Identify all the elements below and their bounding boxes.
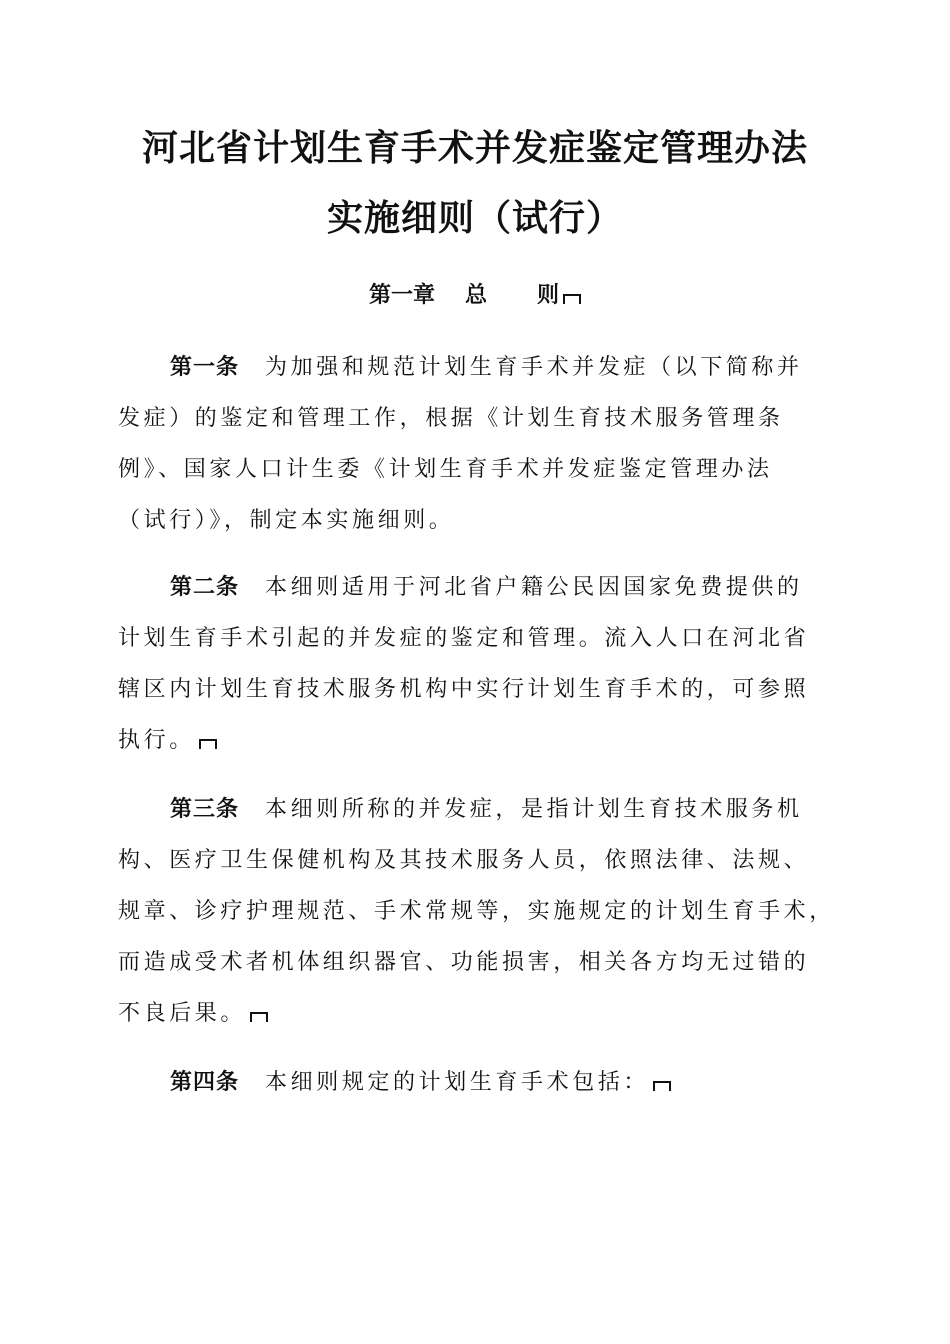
article-line [118,342,823,393]
paragraph-mark-icon [563,294,581,304]
paragraph-mark-icon [250,1012,268,1022]
article-text: 本细则规定的计划生育手术包括： [265,1070,650,1095]
article-label: 第四条 [170,1070,240,1095]
article-label: 第一条 [170,355,240,380]
article-text: 执行。 [118,728,195,753]
article-line: 例》、国家人口计生委《计划生育手术并发症鉴定管理办法 [118,457,773,482]
article-line [118,715,823,766]
chapter-title-char-2: 则 [537,283,560,308]
article-4 [118,1057,823,1108]
article-line: 辖区内计划生育技术服务机构中实行计划生育手术的，可参照 [118,677,810,702]
article-line [118,784,823,835]
document-title-line-1: 河北省计划生育手术并发症鉴定管理办法 [141,127,808,169]
chapter-heading [0,280,950,312]
article-line [118,562,823,613]
article-line: （试行）》，制定本实施细则。 [118,508,455,533]
article-text: 为加强和规范计划生育手术并发症（以下简称并 [265,355,803,380]
paragraph-mark-icon [199,739,217,749]
article-label: 第三条 [170,797,240,822]
article-line [118,1057,823,1108]
chapter-number: 第一章 [368,283,435,308]
article-label: 第二条 [170,575,240,600]
paragraph-mark-icon [653,1081,671,1091]
article-line: 构、医疗卫生保健机构及其技术服务人员，依照法律、法规、 [118,848,810,873]
article-3 [118,784,835,1039]
article-2 [118,562,823,766]
document-title-line-2: 实施细则（试行） [326,197,623,239]
chapter-title-char-1: 总 [464,283,487,308]
article-line: 而造成受术者机体组织器官、功能损害，相关各方均无过错的 [118,950,810,975]
article-line [118,988,823,1039]
article-line: 计划生育手术引起的并发症的鉴定和管理。流入人口在河北省 [118,626,810,651]
article-line: 规章、诊疗护理规范、手术常规等，实施规定的计划生育手术， [118,899,835,924]
article-text: 本细则所称的并发症，是指计划生育技术服务机 [265,797,803,822]
article-text: 本细则适用于河北省户籍公民因国家免费提供的 [265,575,803,600]
article-line: 发症）的鉴定和管理工作，根据《计划生育技术服务管理条 [118,406,784,431]
article-1 [118,342,823,546]
article-text: 不良后果。 [118,1001,247,1026]
